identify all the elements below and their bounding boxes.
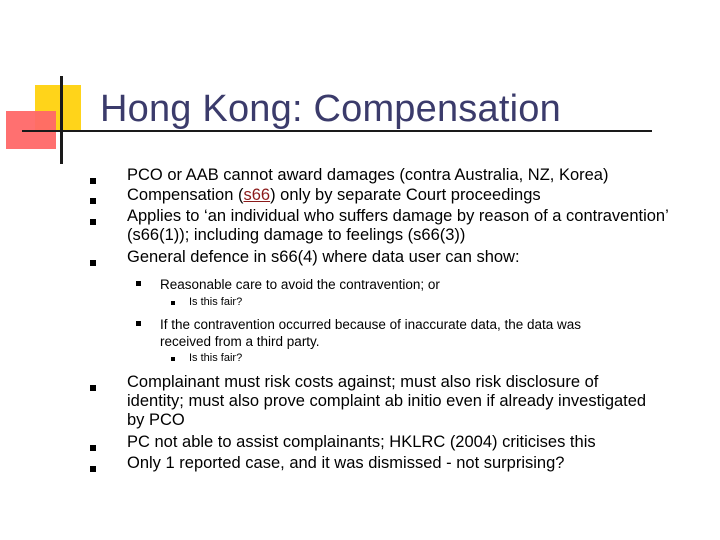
bullet-marker [90,385,96,391]
bullet-item [127,373,646,430]
bullet-text: Compensation ( [127,186,244,204]
sub-bullet-marker [136,281,141,286]
bullet-marker [90,466,96,472]
bullet-item [127,186,541,205]
bullet-item: PC not able to assist complainants; HKLRC (2004) criticises this [127,433,596,451]
bullet-text: ) only by separate Court proceedings [270,186,541,204]
sub-bullet-marker [136,321,141,326]
bullet-item [127,207,669,245]
sub-sub-bullet-marker [171,301,175,305]
bullet-line: Applies to ‘an individual who suffers damage by reason of a contravention’ [127,207,669,225]
bullet-item: General defence in s66(4) where data user can show: [127,248,520,266]
bullet-line: by PCO [127,411,185,429]
bullet-line: received from a third party. [160,334,320,349]
bullet-item: Only 1 reported case, and it was dismissed - not surprising? [127,454,565,472]
sub-bullet-item [160,316,581,350]
sub-sub-bullet-item: Is this fair? [189,296,243,308]
sub-sub-bullet-item: Is this fair? [189,352,243,364]
bullet-line: identity; must also prove complaint ab initio even if already investigated [127,392,647,410]
bullet-item: PCO or AAB cannot award damages (contra Australia, NZ, Korea) [127,166,609,184]
bullet-marker [90,198,96,204]
bullet-line: Complainant must risk costs against; must also risk disclosure of [127,373,599,391]
slide-title: Hong Kong: Compensation [100,88,561,130]
bullet-marker [90,178,96,184]
bullet-marker [90,260,96,266]
bullet-marker [90,219,96,225]
s66-link[interactable]: s66 [243,186,271,204]
bullet-line: If the contravention occurred because of inaccurate data, the data was [160,317,582,332]
bullet-line: (s66(1)); including damage to feelings (s66(3)) [127,226,466,244]
sub-sub-bullet-marker [171,357,175,361]
sub-bullet-item: Reasonable care to avoid the contravention; or [160,277,440,292]
bullet-marker [90,445,96,451]
decorative-vertical-line [60,76,63,164]
